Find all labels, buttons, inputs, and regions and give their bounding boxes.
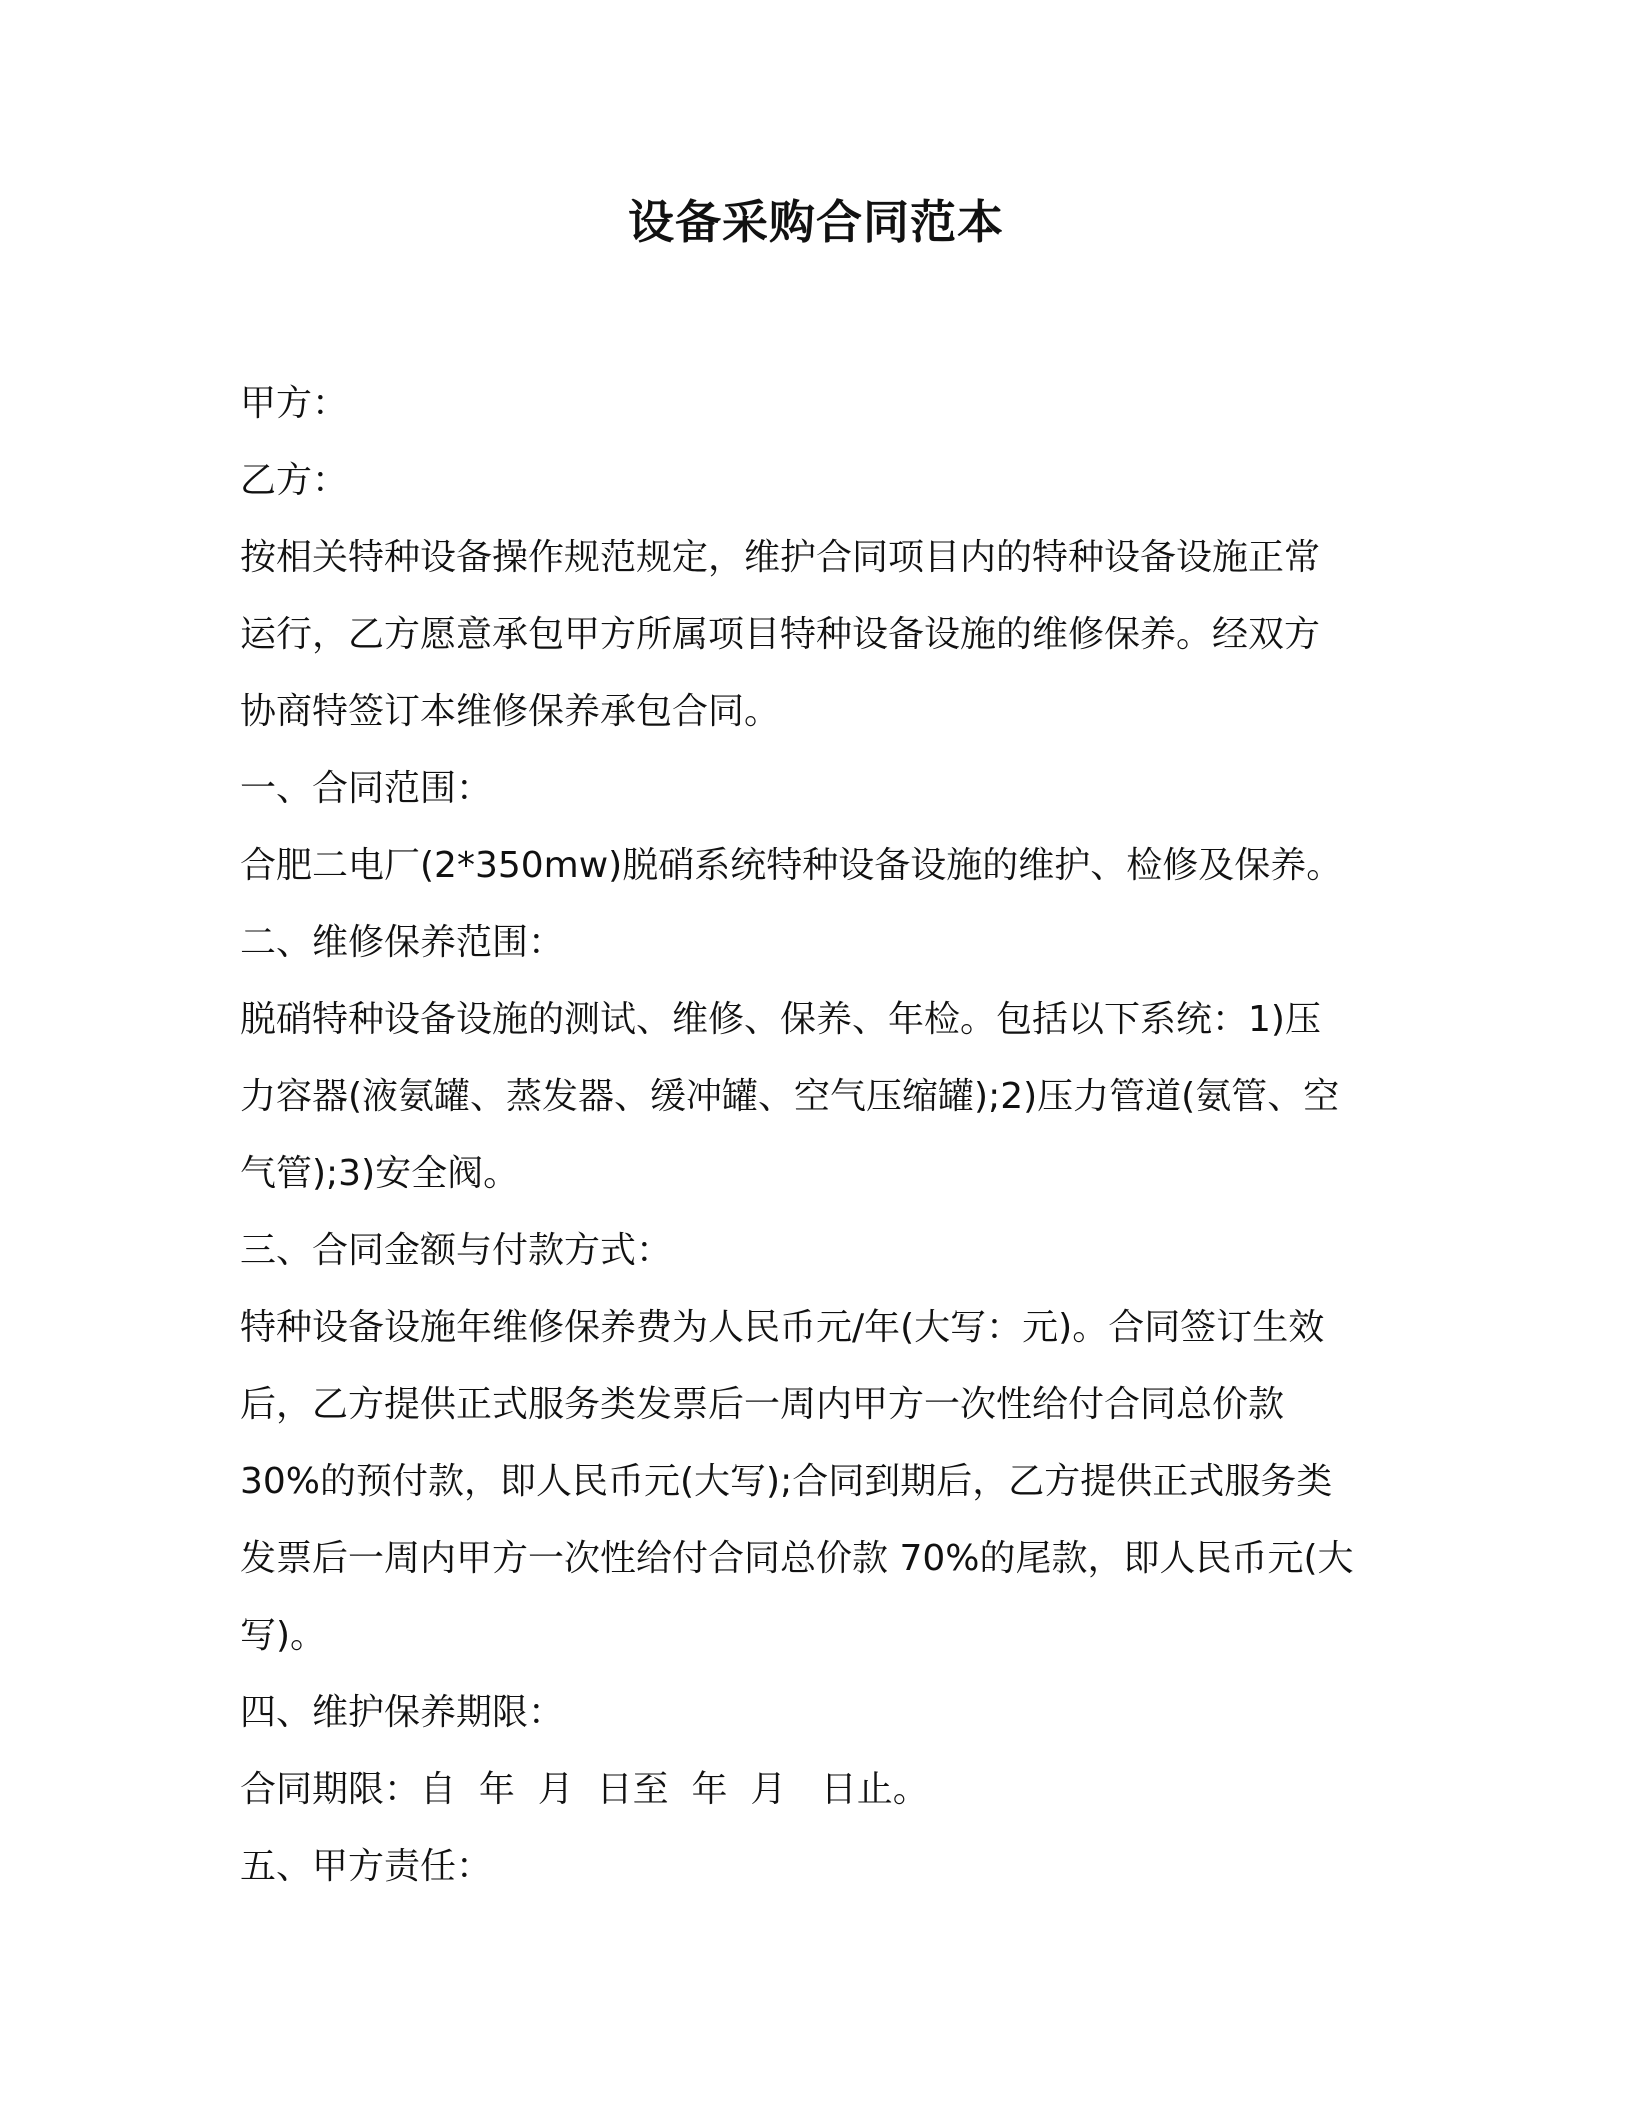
- scope-paragraph-line: 合肥二电厂(2*350mw)脱硝系统特种设备设施的维护、检修及保养。: [240, 845, 1343, 886]
- intro-paragraph-line: 协商特签订本维修保养承包合同。: [240, 691, 781, 732]
- maintenance-paragraph-line: 脱硝特种设备设施的测试、维修、保养、年检。包括以下系统：1)压: [240, 999, 1321, 1040]
- payment-paragraph-line: 写)。: [240, 1615, 327, 1656]
- intro-paragraph-line: 运行，乙方愿意承包甲方所属项目特种设备设施的维修保养。经双方: [240, 614, 1321, 655]
- payment-paragraph-line: 后，乙方提供正式服务类发票后一周内甲方一次性给付合同总价款: [240, 1384, 1285, 1425]
- payment-paragraph-line: 30%的预付款，即人民币元(大写);合同到期后，乙方提供正式服务类: [240, 1461, 1333, 1502]
- maintenance-paragraph-line: 气管);3)安全阀。: [240, 1153, 520, 1194]
- section-heading-scope: 一、合同范围：: [240, 768, 493, 809]
- party-b-line: 乙方：: [240, 460, 349, 501]
- maintenance-paragraph-line: 力容器(液氨罐、蒸发器、缓冲罐、空气压缩罐);2)压力管道(氨管、空: [240, 1076, 1340, 1117]
- section-heading-party-a-duties: 五、甲方责任：: [240, 1846, 493, 1887]
- intro-paragraph-line: 按相关特种设备操作规范规定，维护合同项目内的特种设备设施正常: [240, 537, 1321, 578]
- section-heading-maintenance-scope: 二、维修保养范围：: [240, 922, 565, 963]
- section-heading-payment: 三、合同金额与付款方式：: [240, 1230, 673, 1271]
- payment-paragraph-line: 特种设备设施年维修保养费为人民币元/年(大写：元)。合同签订生效: [240, 1307, 1325, 1348]
- document-body: [240, 365, 1390, 1905]
- document-title: 设备采购合同范本: [628, 195, 1004, 249]
- party-a-line: 甲方：: [240, 383, 349, 424]
- term-paragraph-line: 合同期限：自 年 月 日至 年 月 日止。: [240, 1769, 929, 1810]
- payment-paragraph-line: 发票后一周内甲方一次性给付合同总价款 70%的尾款，即人民币元(大: [240, 1538, 1354, 1579]
- section-heading-term: 四、维护保养期限：: [240, 1692, 565, 1733]
